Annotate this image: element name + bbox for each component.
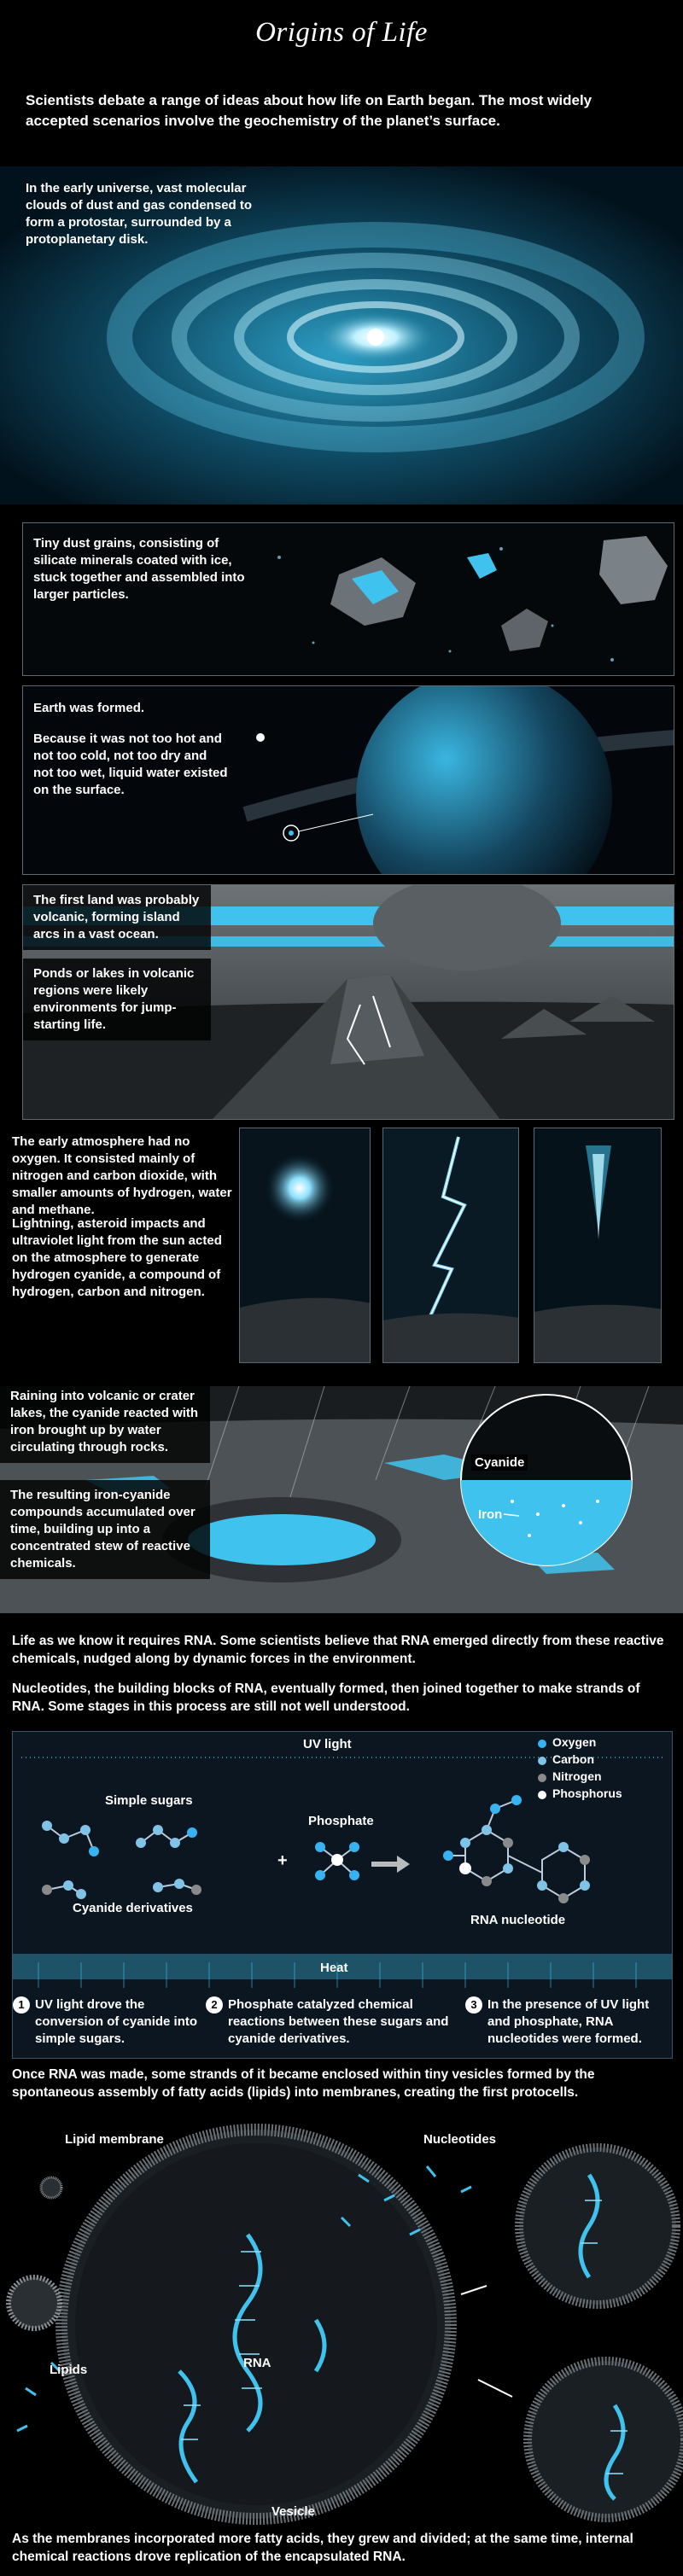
raining-caption: Raining into volcanic or crater lakes, the cyanide reacted with iron brought up by water circulating through rocks. bbox=[0, 1386, 210, 1463]
legend-oxygen-dot bbox=[538, 1740, 546, 1748]
page-title: Origins of Life bbox=[255, 17, 428, 48]
lightning-text: Lightning, asteroid impacts and ultraviolet light from the sun acted on the atmosphere to generate hydrogen cyanide, a compound of hydrogen, carbon and nitrogen. bbox=[12, 1216, 222, 1299]
simple-sugars-label: Simple sugars bbox=[105, 1793, 193, 1808]
legend-carbon-dot bbox=[538, 1757, 546, 1765]
compounds-caption: The resulting iron-cyanide compounds accumulated over time, building up into a concentrated stew of reactive chemicals. bbox=[0, 1480, 210, 1579]
protostar-panel bbox=[0, 166, 683, 504]
vesicle-label: Vesicle bbox=[271, 2504, 315, 2519]
plus-sign: + bbox=[277, 1851, 288, 1870]
uv-light-label: UV light bbox=[303, 1737, 352, 1751]
protostar-caption: In the early universe, vast molecular clouds of dust and gas condensed to form a protostar, surrounded by a protoplanetary disk. bbox=[26, 181, 253, 247]
crater-panel bbox=[0, 1386, 683, 1613]
earth-formed-caption: Earth was formed. bbox=[33, 701, 145, 715]
atmosphere-text: The early atmosphere had no oxygen. It consisted mainly of nitrogen and carbon dioxide, with smaller amounts of hydrogen, water and methane. bbox=[12, 1134, 232, 1217]
chemistry-panel bbox=[12, 1731, 673, 2059]
earth-panel bbox=[22, 685, 674, 875]
phosphate-label: Phosphate bbox=[308, 1814, 374, 1828]
final-text: As the membranes incorporated more fatty acids, they grew and divided; at the same time, internal chemical reactions drove replication of the encapsulated RNA. bbox=[12, 2532, 633, 2564]
impact-illustration bbox=[534, 1128, 662, 1363]
step-1-text: UV light drove the conversion of cyanide into simple sugars. bbox=[35, 1997, 198, 2046]
lightning-illustration bbox=[383, 1128, 519, 1363]
sun-illustration bbox=[240, 1128, 371, 1363]
impact-panel bbox=[534, 1128, 662, 1363]
vesicle-panel bbox=[0, 2124, 683, 2525]
lipid-membrane-label: Lipid membrane bbox=[65, 2132, 164, 2147]
rna-nucleotide-label: RNA nucleotide bbox=[470, 1913, 566, 1927]
nucleotides-label: Nucleotides bbox=[423, 2132, 497, 2147]
legend-oxygen: Oxygen bbox=[552, 1735, 597, 1749]
lipids-label: Lipids bbox=[50, 2363, 88, 2377]
intro-text: Scientists debate a range of ideas about how life on Earth began. The most widely accepted scenarios involve the geochemistry of the planet’s surface. bbox=[26, 92, 593, 129]
volcano-panel bbox=[22, 884, 674, 1120]
legend-phosphorus: Phosphorus bbox=[552, 1786, 622, 1800]
step-3-number: 3 bbox=[465, 1996, 482, 2014]
earth-water-caption: Because it was not too hot and not too cold, not too dry and not too wet, liquid water existed on the surface. bbox=[33, 731, 228, 797]
step-1-number: 1 bbox=[13, 1996, 30, 2014]
step-2-text: Phosphate catalyzed chemical reactions between these sugars and cyanide derivatives. bbox=[228, 1997, 449, 2046]
sun-panel bbox=[239, 1128, 371, 1363]
dust-caption: Tiny dust grains, consisting of silicate minerals coated with ice, stuck together and assembled into larger particles. bbox=[33, 536, 245, 602]
step-3-text: In the presence of UV light and phosphate, RNA nucleotides were formed. bbox=[487, 1997, 650, 2046]
step-2-number: 2 bbox=[206, 1996, 223, 2014]
heat-label: Heat bbox=[320, 1961, 348, 1975]
dust-panel bbox=[22, 522, 674, 676]
legend-phosphorus-dot bbox=[538, 1791, 546, 1799]
rna-intro-text-1: Life as we know it requires RNA. Some scientists believe that RNA emerged directly from these reactive chemicals, nudged along by dynamic forces in the environment. bbox=[12, 1634, 664, 1666]
cyanide-label: Cyanide bbox=[471, 1454, 528, 1471]
land-caption: The first land was probably volcanic, forming island arcs in a vast ocean. bbox=[23, 885, 211, 950]
rna-label: RNA bbox=[243, 2356, 271, 2370]
cyanide-derivatives-label: Cyanide derivatives bbox=[73, 1901, 193, 1915]
ponds-caption: Ponds or lakes in volcanic regions were likely environments for jump-starting life. bbox=[23, 959, 211, 1040]
rna-intro-text-2: Nucleotides, the building blocks of RNA, eventually formed, then joined together to make strands of RNA. Some stages in this process are still not well understood. bbox=[12, 1681, 640, 1714]
legend-nitrogen-dot bbox=[538, 1774, 546, 1782]
vesicle-illustration bbox=[0, 2124, 683, 2525]
vesicle-intro-text: Once RNA was made, some strands of it became enclosed within tiny vesicles formed by the spontaneous assembly of fatty acids (lipids) into membranes, creating the first protocells. bbox=[12, 2067, 595, 2100]
legend-nitrogen: Nitrogen bbox=[552, 1769, 602, 1783]
iron-label: Iron bbox=[478, 1507, 503, 1522]
legend-carbon: Carbon bbox=[552, 1752, 594, 1766]
lightning-panel bbox=[382, 1128, 519, 1363]
